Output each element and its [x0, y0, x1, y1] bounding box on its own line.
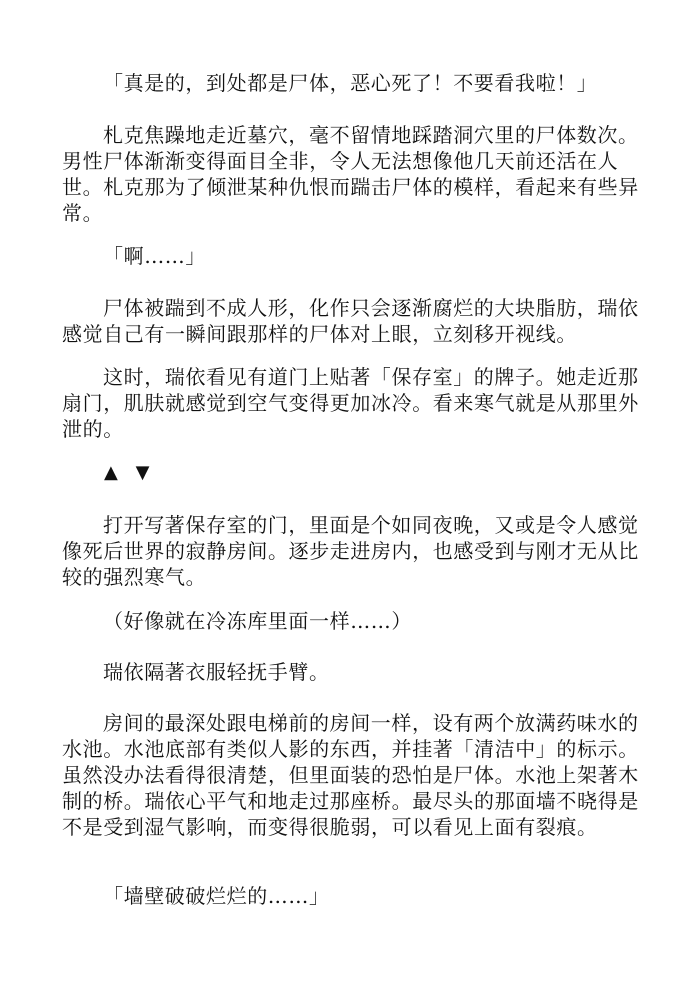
narration-paragraph-3: 这时，瑞依看见有道门上贴著「保存室」的牌子。她走近那扇门，肌肤就感觉到空气变得更加冰冷。看来寒气就是从那里外泄的。 [62, 365, 639, 441]
dialogue-line-3: 「墙壁破破烂烂的……」 [103, 884, 330, 908]
narration-paragraph-4: 打开写著保存室的门，里面是个如同夜晚，又或是令人感觉像死后世界的寂静房间。逐步走进房内，也感受到与刚才无从比较的强烈寒气。 [62, 513, 639, 589]
scene-separator: ▲ ▼ [104, 462, 156, 483]
narration-paragraph-5: 瑞依隔著衣服轻抚手臂。 [103, 660, 330, 684]
inner-thought-line: （好像就在冷冻库里面一样……） [103, 609, 412, 633]
narration-paragraph-6: 房间的最深处跟电梯前的房间一样，设有两个放满药味水的水池。水池底部有类似人影的东西，并挂著「清洁中」的标示。虽然没办法看得很清楚，但里面装的恐怕是尸体。水池上架著木制的桥。瑞依心平气和地走过那座桥。最尽头的那面墙不晓得是不是受到湿气影响，而变得很脆弱，可以看见上面有裂痕。 [62, 711, 639, 839]
dialogue-line-2: 「啊……」 [103, 244, 206, 268]
narration-paragraph-1: 札克焦躁地走近墓穴，毫不留情地踩踏洞穴里的尸体数次。男性尸体渐渐变得面目全非，令人无法想像他几天前还活在人世。札克那为了倾泄某种仇恨而踹击尸体的模样，看起来有些异常。 [62, 123, 639, 225]
narration-paragraph-2: 尸体被踹到不成人形，化作只会逐渐腐烂的大块脂肪，瑞依感觉自己有一瞬间跟那样的尸体对上眼，立刻移开视线。 [62, 296, 639, 346]
dialogue-line-1: 「真是的，到处都是尸体，恶心死了！不要看我啦！」 [103, 71, 598, 95]
